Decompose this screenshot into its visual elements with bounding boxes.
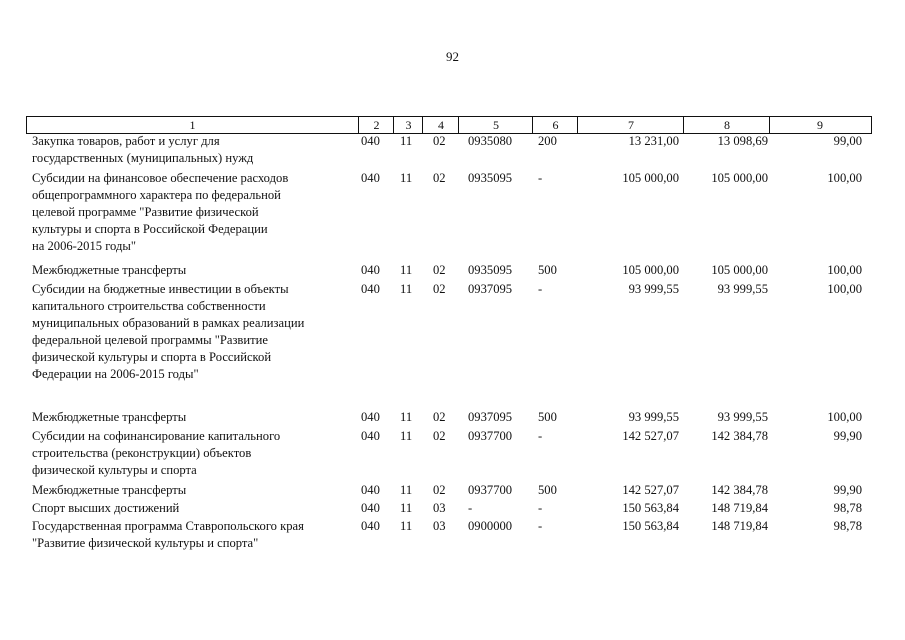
cell-plan-amount: 142 527,07: [622, 429, 679, 443]
table-header: [26, 116, 872, 134]
header-col-3: 3: [393, 117, 423, 133]
cell-target-article: 0937095: [468, 410, 513, 424]
cell-ministry-code: 040: [361, 171, 380, 185]
row-description: [32, 482, 357, 499]
cell-executed-amount: 142 384,78: [711, 429, 768, 443]
cell-ministry-code: 040: [361, 483, 380, 497]
cell-target-article: 0937095: [468, 282, 513, 296]
cell-subsection: 03: [433, 501, 446, 515]
row-description-line: Субсидии на софинансирование капитального: [32, 429, 281, 443]
cell-execution-percent: 100,00: [827, 263, 862, 277]
row-description-line: капитального строительства собственности: [32, 299, 266, 313]
header-col-2: 2: [358, 117, 394, 133]
row-description-line: Субсидии на бюджетные инвестиции в объекты: [32, 282, 289, 296]
header-col-1: 1: [189, 118, 196, 132]
row-description-line: физической культуры и спорта в Российской: [32, 350, 272, 364]
row-description-line: "Развитие физической культуры и спорта": [32, 536, 259, 550]
header-col-9: 9: [769, 117, 870, 133]
cell-expense-type: 500: [538, 483, 557, 497]
row-description-line: физической культуры и спорта: [32, 463, 197, 477]
cell-execution-percent: 98,78: [833, 519, 862, 533]
cell-execution-percent: 100,00: [827, 282, 862, 296]
row-description: [32, 133, 357, 167]
cell-plan-amount: 105 000,00: [622, 171, 679, 185]
cell-expense-type: -: [538, 282, 543, 296]
row-description-line: Межбюджетные трансферты: [32, 410, 187, 424]
cell-section: 11: [400, 483, 413, 497]
cell-expense-type: -: [538, 429, 543, 443]
cell-target-article: 0937700: [468, 429, 513, 443]
cell-executed-amount: 105 000,00: [711, 263, 768, 277]
cell-section: 11: [400, 282, 413, 296]
row-description-line: Государственная программа Ставропольского края: [32, 519, 304, 533]
cell-target-article: 0935080: [468, 134, 513, 148]
row-description-line: целевой программе "Развитие физической: [32, 205, 259, 219]
cell-subsection: 02: [433, 171, 446, 185]
cell-ministry-code: 040: [361, 263, 380, 277]
cell-plan-amount: 142 527,07: [622, 483, 679, 497]
cell-subsection: 02: [433, 282, 446, 296]
cell-target-article: 0935095: [468, 263, 513, 277]
header-col-8: 8: [683, 117, 770, 133]
cell-subsection: 02: [433, 483, 446, 497]
row-description-line: Межбюджетные трансферты: [32, 263, 187, 277]
cell-ministry-code: 040: [361, 282, 380, 296]
cell-execution-percent: 100,00: [827, 171, 862, 185]
row-description-line: Межбюджетные трансферты: [32, 483, 187, 497]
cell-ministry-code: 040: [361, 410, 380, 424]
cell-plan-amount: 13 231,00: [628, 134, 679, 148]
header-col-7: 7: [577, 117, 684, 133]
cell-executed-amount: 105 000,00: [711, 171, 768, 185]
row-description: [32, 170, 357, 255]
cell-subsection: 02: [433, 134, 446, 148]
row-description-line: государственных (муниципальных) нужд: [32, 151, 254, 165]
row-description-line: Субсидии на финансовое обеспечение расходов: [32, 171, 289, 185]
cell-subsection: 03: [433, 519, 446, 533]
row-description-line: культуры и спорта в Российской Федерации: [32, 222, 268, 236]
row-description-line: общепрограммного характера по федеральной: [32, 188, 281, 202]
cell-executed-amount: 142 384,78: [711, 483, 768, 497]
header-col-6: 6: [532, 117, 578, 133]
cell-section: 11: [400, 429, 413, 443]
cell-execution-percent: 100,00: [827, 410, 862, 424]
header-col-4: 4: [422, 117, 459, 133]
cell-ministry-code: 040: [361, 501, 380, 515]
row-description: [32, 262, 357, 279]
cell-executed-amount: 93 999,55: [717, 410, 768, 424]
cell-execution-percent: 98,78: [833, 501, 862, 515]
row-description-line: муниципальных образований в рамках реализации: [32, 316, 305, 330]
cell-plan-amount: 150 563,84: [622, 519, 679, 533]
cell-expense-type: 500: [538, 410, 557, 424]
page-number: 92: [446, 49, 459, 64]
row-description-line: Закупка товаров, работ и услуг для: [32, 134, 220, 148]
row-description-line: на 2006-2015 годы": [32, 239, 136, 253]
cell-section: 11: [400, 263, 413, 277]
row-description-line: Федерации на 2006-2015 годы": [32, 367, 199, 381]
row-description: [32, 500, 357, 517]
cell-section: 11: [400, 410, 413, 424]
header-col-5: 5: [458, 117, 533, 133]
cell-ministry-code: 040: [361, 429, 380, 443]
cell-subsection: 02: [433, 410, 446, 424]
cell-subsection: 02: [433, 429, 446, 443]
row-description: [32, 518, 357, 552]
cell-expense-type: -: [538, 501, 543, 515]
cell-target-article: 0900000: [468, 519, 513, 533]
cell-executed-amount: 93 999,55: [717, 282, 768, 296]
cell-executed-amount: 13 098,69: [717, 134, 768, 148]
cell-expense-type: -: [538, 171, 543, 185]
cell-expense-type: 200: [538, 134, 557, 148]
cell-target-article: 0935095: [468, 171, 513, 185]
row-description-line: федеральной целевой программы "Развитие: [32, 333, 268, 347]
cell-section: 11: [400, 501, 413, 515]
cell-executed-amount: 148 719,84: [711, 519, 768, 533]
row-description: [32, 281, 357, 383]
cell-execution-percent: 99,00: [833, 134, 862, 148]
cell-execution-percent: 99,90: [833, 483, 862, 497]
cell-subsection: 02: [433, 263, 446, 277]
cell-plan-amount: 150 563,84: [622, 501, 679, 515]
cell-executed-amount: 148 719,84: [711, 501, 768, 515]
cell-plan-amount: 105 000,00: [622, 263, 679, 277]
cell-execution-percent: 99,90: [833, 429, 862, 443]
cell-expense-type: 500: [538, 263, 557, 277]
cell-target-article: -: [468, 501, 473, 515]
row-description: [32, 409, 357, 426]
cell-plan-amount: 93 999,55: [628, 410, 679, 424]
cell-section: 11: [400, 519, 413, 533]
cell-expense-type: -: [538, 519, 543, 533]
cell-target-article: 0937700: [468, 483, 513, 497]
row-description-line: строительства (реконструкции) объектов: [32, 446, 252, 460]
row-description-line: Спорт высших достижений: [32, 501, 180, 515]
cell-ministry-code: 040: [361, 134, 380, 148]
cell-plan-amount: 93 999,55: [628, 282, 679, 296]
cell-ministry-code: 040: [361, 519, 380, 533]
row-description: [32, 428, 357, 479]
cell-section: 11: [400, 134, 413, 148]
cell-section: 11: [400, 171, 413, 185]
